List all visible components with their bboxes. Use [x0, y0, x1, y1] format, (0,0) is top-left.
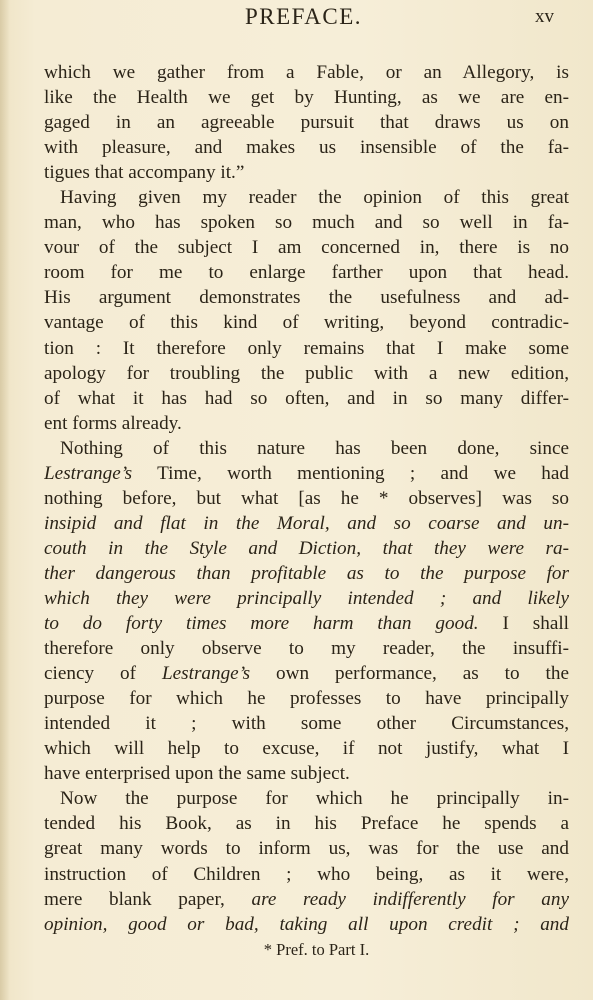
text-segment: tigues that accompany it.” — [44, 162, 245, 184]
italic-text-segment: Lestrange’s — [161, 663, 251, 685]
text-segment: with pleasure, and makes us insensible of the fa- — [44, 137, 569, 159]
italic-text-segment: Lestrange’s — [44, 462, 133, 484]
text-segment: vantage of this kind of writing, beyond contradic- — [44, 312, 569, 334]
text-line — [44, 235, 569, 260]
text-segment: I shall — [478, 613, 569, 635]
italic-text-segment: opinion, good or bad, taking all upon credit ; and — [44, 913, 569, 935]
text-line — [44, 386, 569, 411]
text-line — [44, 511, 569, 536]
text-line — [44, 85, 569, 110]
text-line — [44, 60, 569, 85]
italic-text-segment: and so coarse and un- — [347, 512, 569, 534]
text-line — [44, 110, 569, 135]
text-line — [44, 361, 569, 386]
running-head — [0, 4, 593, 30]
text-line — [44, 862, 569, 887]
text-segment: nothing before, but what [as he * observes] was so — [44, 487, 569, 509]
text-line — [44, 310, 569, 335]
text-segment: instruction of Children ; who being, as it were, — [44, 863, 569, 885]
text-segment: purpose for which he professes to have principally — [44, 688, 569, 710]
text-segment: which will help to excuse, if not justify, what I — [44, 738, 569, 760]
italic-text-segment: ther dangerous than profitable as to the purpose for — [44, 562, 569, 584]
text-line — [44, 285, 569, 310]
text-line — [44, 836, 569, 861]
page-gutter-shadow — [0, 0, 10, 1000]
italic-text-segment: to do forty times more harm than good. — [44, 613, 479, 635]
text-line — [44, 736, 569, 761]
text-line — [44, 786, 569, 811]
text-line — [44, 536, 569, 561]
text-segment: Nothing of this nature has been done, since — [60, 437, 569, 459]
text-line — [44, 260, 569, 285]
text-segment: of what it has had so often, and in so many differ- — [44, 387, 569, 409]
text-segment: like the Health we get by Hunting, as we are en- — [44, 87, 569, 109]
text-line — [44, 486, 569, 511]
italic-text-segment: are ready indifferently for any — [251, 888, 569, 910]
text-line — [44, 887, 569, 912]
body-text — [44, 60, 569, 937]
text-segment: Now the purpose for which he principally in- — [60, 788, 569, 810]
text-segment: gaged in an agreeable pursuit that draws us on — [44, 112, 569, 134]
text-line — [44, 912, 569, 937]
text-line — [44, 611, 569, 636]
running-title: PREFACE. — [245, 4, 363, 29]
text-line — [44, 561, 569, 586]
text-line — [44, 436, 569, 461]
text-line — [44, 661, 569, 686]
text-line — [44, 135, 569, 160]
text-segment: ent forms already. — [44, 412, 182, 434]
text-line — [44, 711, 569, 736]
text-line — [44, 336, 569, 361]
text-segment: Having given my reader the opinion of this great — [60, 187, 569, 209]
text-segment: Time, worth mentioning ; and we had — [132, 462, 569, 484]
text-segment: which we gather from a Fable, or an Allegory, is — [44, 62, 569, 83]
italic-text-segment: that they were ra- — [382, 537, 569, 559]
text-line — [44, 160, 569, 185]
text-segment: vour of the subject I am concerned in, there is no — [44, 237, 569, 259]
text-line — [44, 210, 569, 235]
page-number: xv — [535, 6, 554, 27]
text-segment: His argument demonstrates the usefulness and ad- — [44, 287, 569, 309]
text-line — [44, 586, 569, 611]
text-segment: great many words to inform us, was for the use and — [44, 838, 569, 860]
text-line — [44, 185, 569, 210]
italic-text-segment: couth in the Style and Diction, — [44, 537, 362, 559]
text-segment — [361, 538, 383, 559]
text-segment: intended it ; with some other Circumstances, — [44, 713, 569, 735]
text-line — [44, 636, 569, 661]
text-segment: tended his Book, as in his Preface he spends a — [44, 813, 569, 835]
text-segment: ciency of — [44, 663, 162, 685]
text-segment: mere blank paper, — [44, 888, 252, 910]
footnote — [0, 940, 593, 960]
text-segment: tion : It therefore only remains that I make some — [44, 337, 569, 359]
text-segment: have enterprised upon the same subject. — [44, 763, 350, 785]
text-line — [44, 761, 569, 786]
text-line — [44, 411, 569, 436]
text-segment: therefore only observe to my reader, the insuffi- — [44, 638, 569, 660]
text-segment: own performance, as to the — [250, 663, 569, 685]
footnote-text: * Pref. to Part I. — [263, 940, 370, 959]
text-line — [44, 461, 569, 486]
text-segment: apology for troubling the public with a new edition, — [44, 362, 569, 384]
text-segment: room for me to enlarge farther upon that head. — [44, 262, 569, 284]
italic-text-segment: which they were principally intended ; and likely — [44, 587, 569, 609]
text-segment: man, who has spoken so much and so well in fa- — [44, 212, 569, 234]
text-line — [44, 811, 569, 836]
italic-text-segment: insipid and flat in the Moral, — [44, 512, 330, 534]
text-line — [44, 686, 569, 711]
text-segment — [330, 513, 348, 534]
